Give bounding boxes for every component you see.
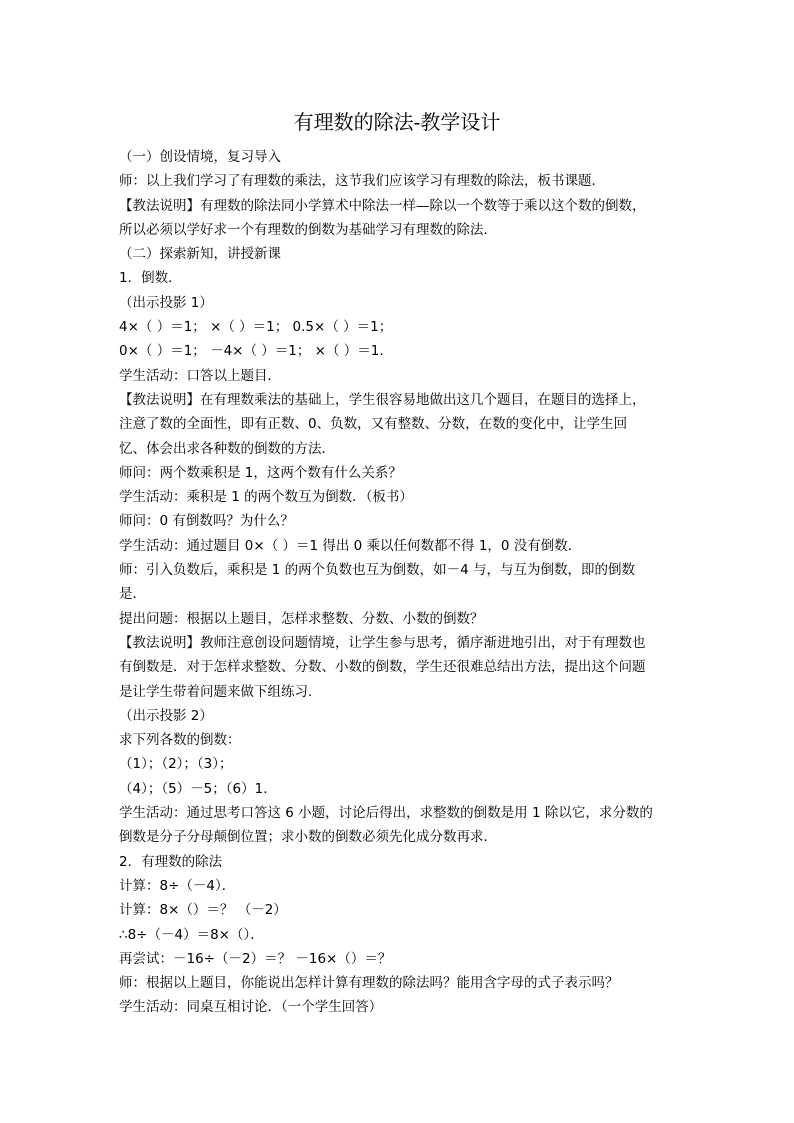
- paragraph-line: 师问：两个数乘积是 1，这两个数有什么关系？: [119, 464, 402, 481]
- paragraph-line: 有倒数是．对于怎样求整数、分数、小数的倒数，学生还很难总结出方法，提出这个问题: [119, 659, 646, 676]
- math-line: 0×（ ）＝1； －4×（ ）＝1； ×（ ）＝1．: [119, 343, 393, 360]
- math-line: 4×（ ）＝1； ×（ ）＝1； 0.5×（ ）＝1；: [119, 319, 393, 336]
- paragraph-line: 【教法说明】有理数的除法同小学算术中除法一样—除以一个数等于乘以这个数的倒数，: [119, 197, 646, 214]
- paragraph-line: 学生活动：乘积是 1 的两个数互为倒数．（板书）: [119, 489, 413, 506]
- paragraph-line: 是．: [119, 586, 146, 603]
- paragraph-line: 提出问题：根据以上题目，怎样求整数、分数、小数的倒数？: [119, 610, 484, 627]
- paragraph-line: 【教法说明】教师注意创设问题情境，让学生参与思考，循序渐进地引出，对于有理数也: [119, 634, 646, 651]
- paragraph-line: 学生活动：口答以上题目．: [119, 367, 281, 384]
- paragraph-line: 忆、体会出求各种数的倒数的方法．: [119, 440, 335, 457]
- math-line: （4）；（5）－5；（6）1．: [119, 780, 277, 797]
- paragraph-line: 师：以上我们学习了有理数的乘法，这节我们应该学习有理数的除法，板书课题．: [119, 173, 605, 190]
- paragraph-line: 师：引入负数后，乘积是 1 的两个负数也互为倒数，如－4 与，与互为倒数，即的倒数: [119, 562, 636, 579]
- paragraph-line: 师问：0 有倒数吗？为什么？: [119, 513, 294, 530]
- paragraph-line: （出示投影 2）: [119, 707, 213, 724]
- paragraph-line: 师：根据以上题目，你能说出怎样计算有理数的除法吗？能用含字母的式子表示吗？: [119, 975, 619, 992]
- math-line: 计算：8÷（－4）．: [119, 877, 236, 894]
- document-body: [119, 145, 679, 1020]
- paragraph-line: 所以必须以学好求一个有理数的倒数为基础学习有理数的除法．: [119, 221, 497, 238]
- math-line: ∴8÷（－4）＝8×（）．: [119, 926, 264, 943]
- math-line: 再尝试：－16÷（－2）＝？ －16×（）＝？: [119, 950, 392, 967]
- paragraph-line: 倒数是分子分母颠倒位置；求小数的倒数必须先化成分数再求．: [119, 829, 497, 846]
- paragraph-line: （出示投影 1）: [119, 294, 213, 311]
- paragraph-line: 求下列各数的倒数：: [119, 732, 241, 749]
- paragraph-line: 学生活动：通过思考口答这 6 小题，讨论后得出，求整数的倒数是用 1 除以它，求分数的: [119, 805, 653, 822]
- paragraph-line: 【教法说明】在有理数乘法的基础上，学生很容易地做出这几个题目，在题目的选择上，: [119, 391, 646, 408]
- subsection-heading: 2．有理数的除法: [119, 853, 223, 870]
- page-title: 有理数的除法-教学设计: [293, 110, 501, 134]
- math-line: 计算：8×（）＝？ （－2）: [119, 902, 287, 919]
- paragraph-line: 注意了数的全面性，即有正数、0、负数，又有整数、分数，在数的变化中，让学生回: [119, 416, 628, 433]
- paragraph-line: 学生活动：通过题目 0×（ ）＝1 得出 0 乘以任何数都不得 1，0 没有倒数．: [119, 537, 582, 554]
- section-heading-1: （一）创设情境，复习导入: [119, 149, 281, 165]
- subsection-heading: 1．倒数．: [119, 270, 182, 287]
- paragraph-line: 是让学生带着问题来做下组练习．: [119, 683, 322, 700]
- paragraph-line: 学生活动：同桌互相讨论．（一个学生回答）: [119, 999, 383, 1016]
- section-heading-2: （二）探索新知，讲授新课: [119, 246, 281, 263]
- math-line: （1）；（2）；（3）；: [119, 756, 233, 773]
